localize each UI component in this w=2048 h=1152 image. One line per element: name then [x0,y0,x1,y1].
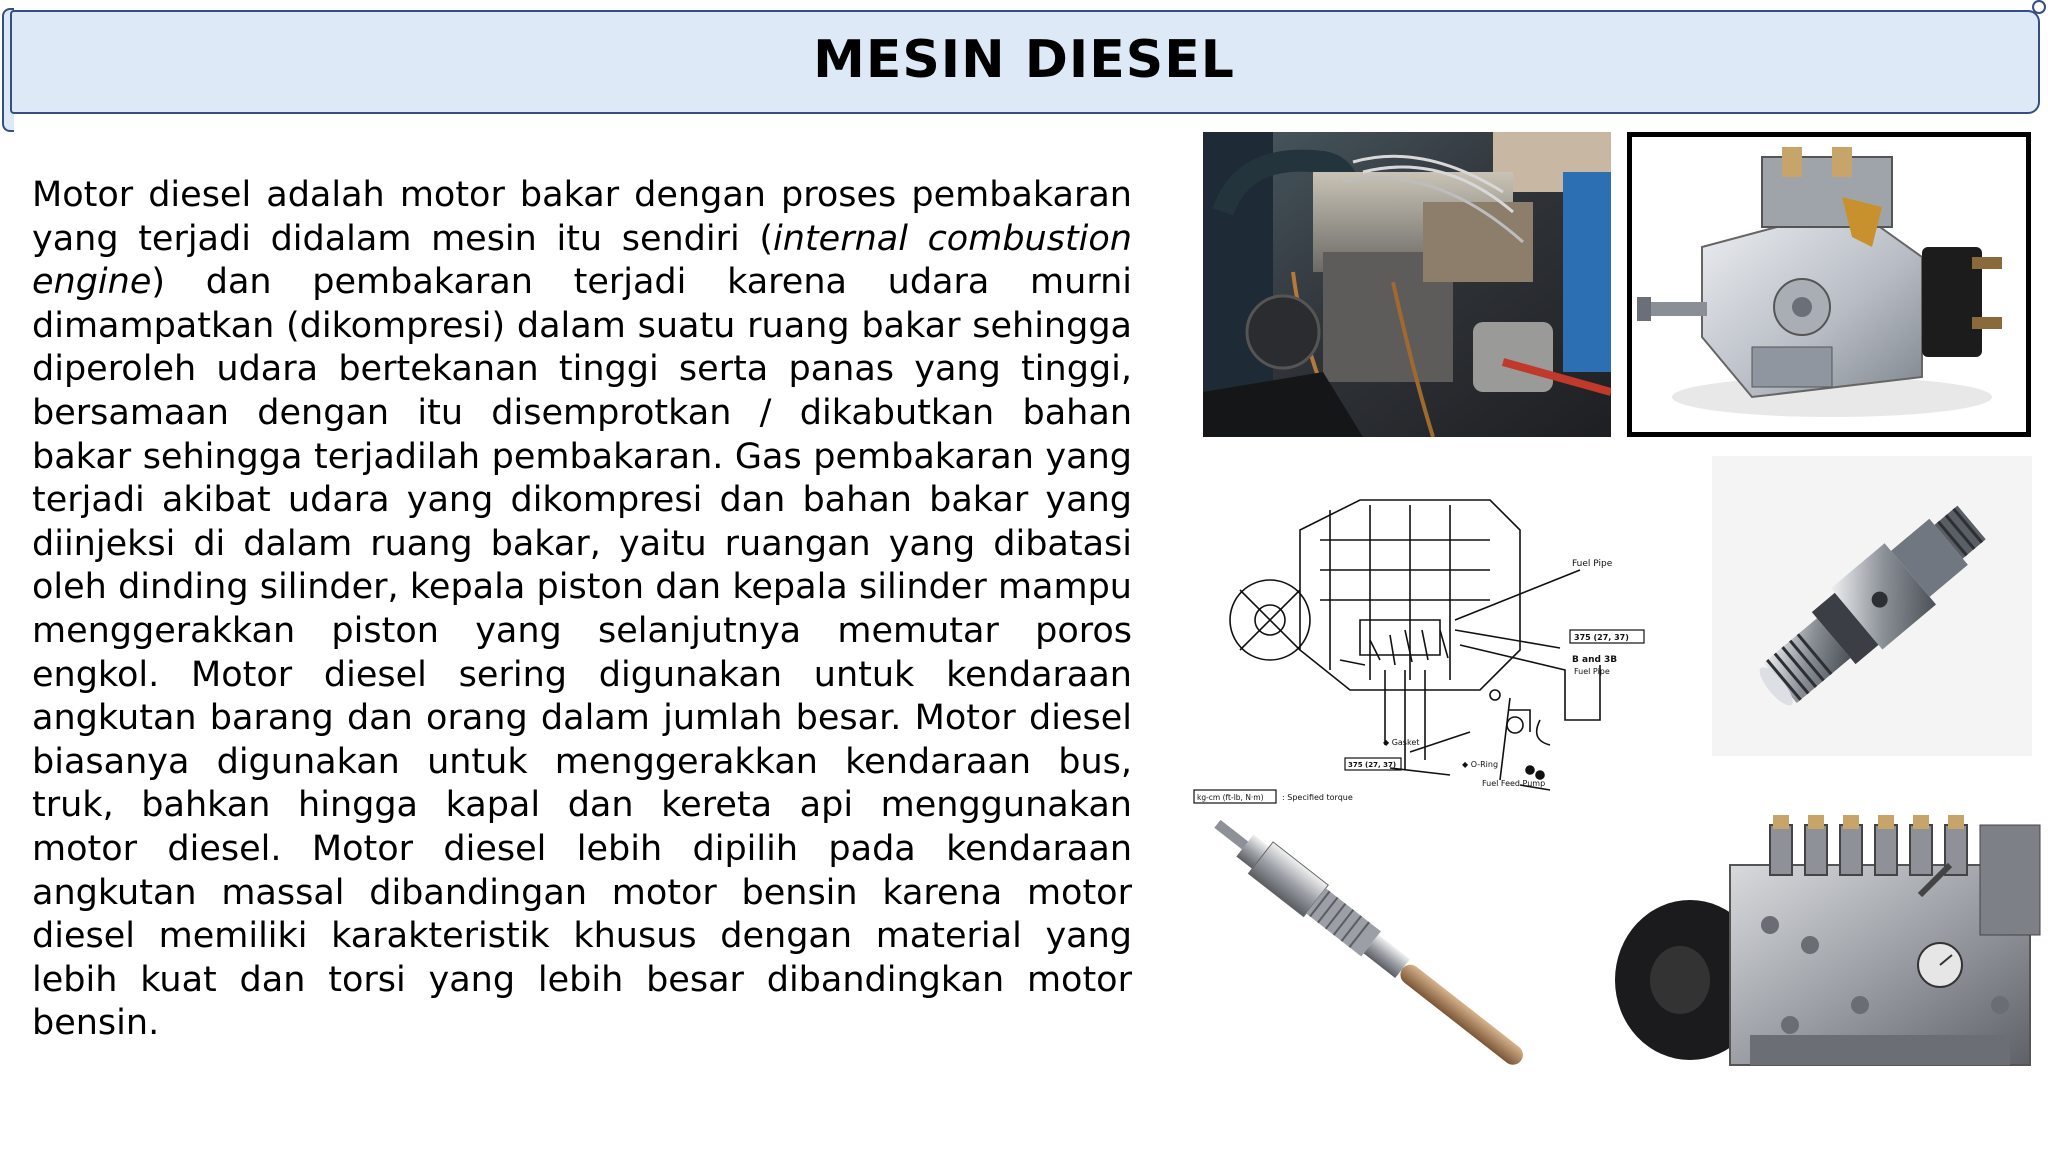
body-paragraph [32,174,1132,1046]
paragraph-part-1: Motor diesel adalah motor bakar dengan proses pembakaran yang terjadi didalam mesin itu sendiri ( [32,175,1132,259]
paragraph-part-2: ) dan pembakaran terjadi karena udara murni dimampatkan (dikompresi) dalam suatu ruang bakar sehingga diperoleh udara bertekanan tinggi serta panas yang tinggi, bersamaan dengan itu disemprotkan / dikabutkan bahan bakar sehingga terjadilah pembakaran. Gas pembakaran yang terjadi akibat udara yang dikompresi dan bahan bakar yang diinjeksi di dalam ruang bakar, yaitu ruangan yang dibatasi oleh dinding silinder, kepala piston dan kepala silinder mampu menggerakkan piston yang selanjutnya memutar poros engkol. Motor diesel sering digunakan untuk kendaraan angkutan barang dan orang dalam jumlah besar. Motor diesel biasanya digunakan untuk menggerakkan kendaraan bus, truk, bahkan hingga kapal dan kereta api menggunakan motor diesel. Motor diesel lebih dipilih pada kendaraan angkutan massal dibandingan motor bensin karena motor diesel memiliki karakteristik khusus dengan material yang lebih kuat dan torsi yang lebih besar dibandingkan motor bensin. [32,262,1132,1044]
banner-curl-right [2032,0,2046,14]
diagram-label-b-and-3b: B and 3B [1572,655,1618,665]
slide-title: MESIN DIESEL [813,30,1235,90]
paragraph-italic-term: internal combustion engine [32,218,1132,303]
diagram-label-o-ring: ◆ O-Ring [1462,760,1499,769]
diagram-label-gasket: ◆ Gasket [1383,738,1420,747]
injection-pump-photo [1627,132,2031,437]
engine-bay-photo [1203,132,1611,437]
diagram-label-torque-1: 375 (27, 37) [1574,633,1629,642]
glow-plug-photo [1190,805,1560,1090]
diagram-specified-torque: : Specified torque [1282,793,1353,802]
diagram-label-torque-2: 375 (27, 37) [1348,761,1397,769]
injector-nozzle-photo [1712,456,2032,756]
diagram-label-fuel-pipe-1: Fuel Pipe [1572,559,1613,569]
diagram-unit-box: kg-cm (ft-lb, N·m) [1197,793,1264,802]
diagram-label-fuel-feed-pump: Fuel Feed Pump [1482,779,1546,788]
inline-injection-pump-photo [1610,805,2048,1095]
diagram-label-fuel-pipe-2: Fuel Pipe [1574,667,1610,676]
fuel-system-diagram [1190,470,1660,810]
